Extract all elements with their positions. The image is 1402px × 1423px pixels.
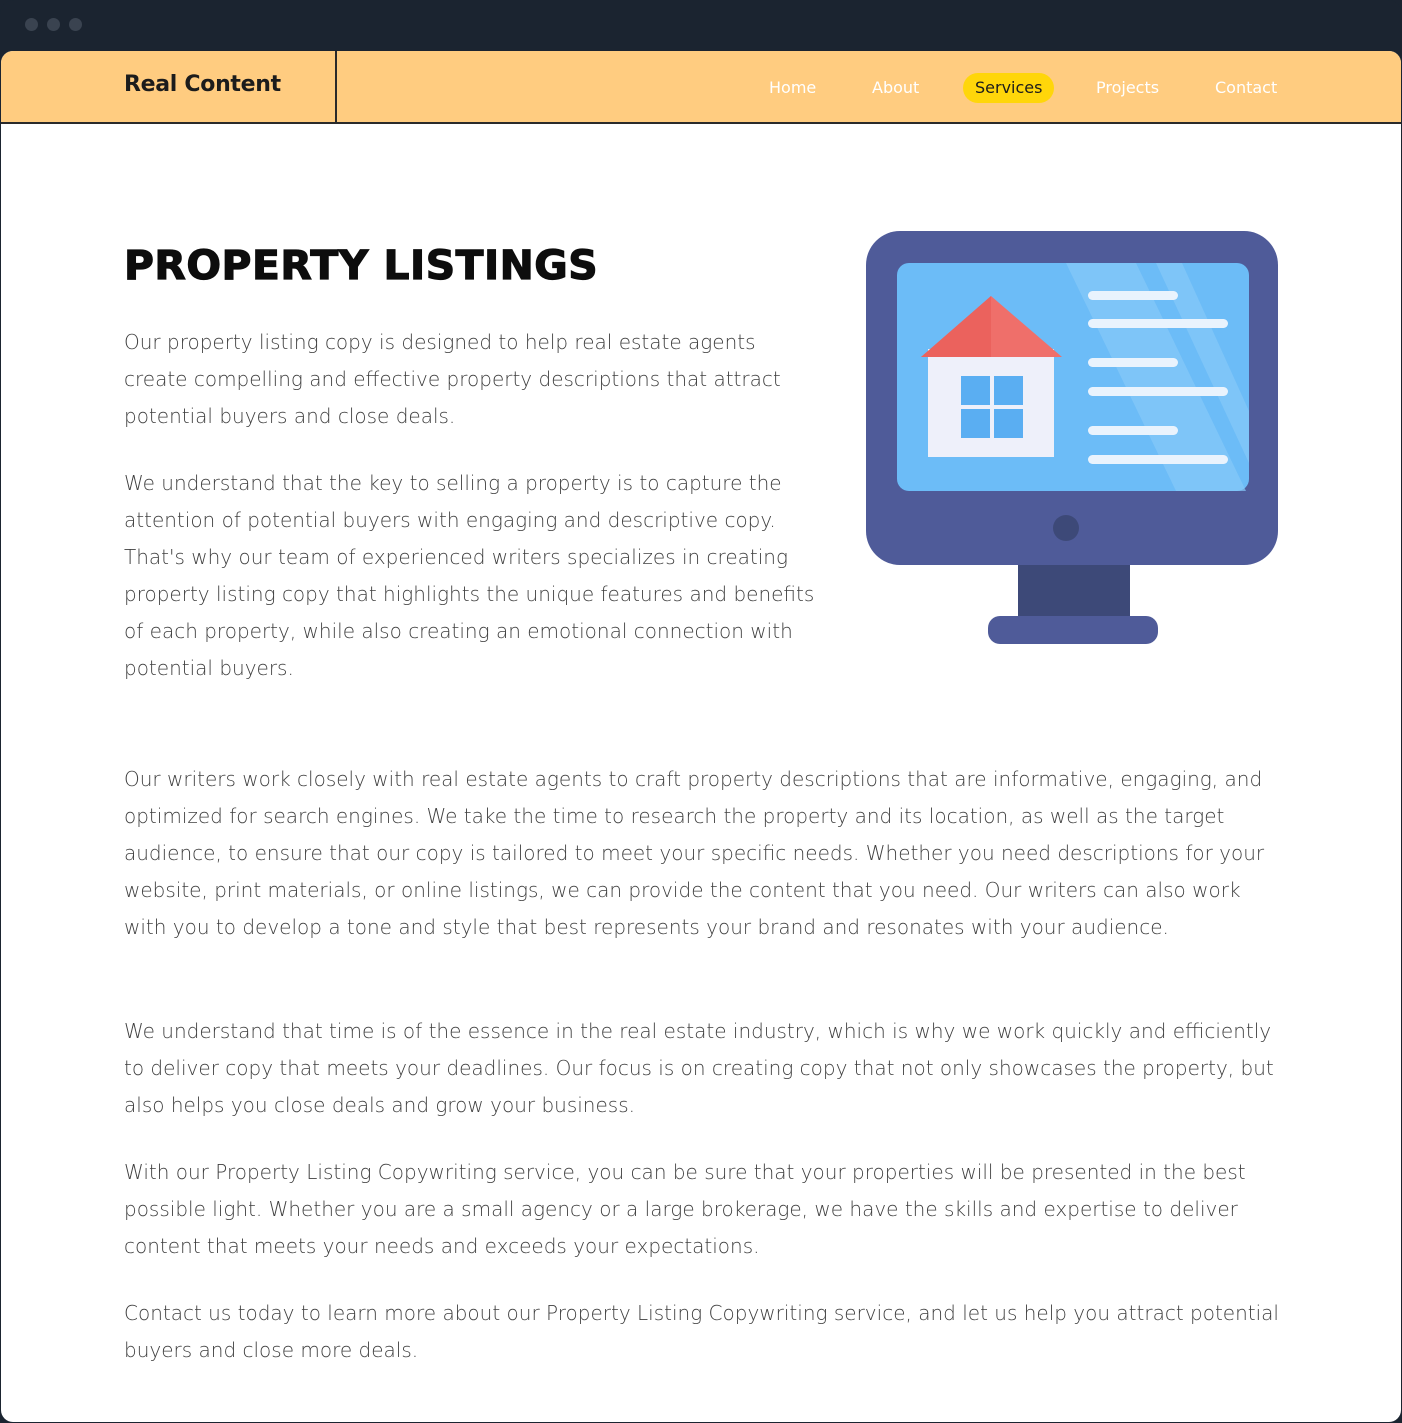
window-dot-1[interactable] [25,18,38,31]
nav-link-projects[interactable]: Projects [1096,78,1160,97]
nav-link-services[interactable]: Services [963,73,1054,103]
body-paragraph-4: We understand that time is of the essence in the real estate industry, which is why we work quickly and efficiently to deliver copy that meets your deadlines. Our focus is on creating copy that not only showcases the property, but also helps you close deals and grow your business. [124,1019,1274,1117]
navbar [1,51,1401,124]
nav-link-contact[interactable]: Contact [1215,78,1278,97]
intro-paragraph: Our property listing copy is designed to help real estate agents create compelling and effective property descriptions that attract potential buyers and close deals. [124,330,781,428]
brand-logo-text[interactable]: Real Content [124,72,281,97]
page [1,51,1401,1422]
body-paragraph-5: With our Property Listing Copywriting service, you can be sure that your properties will be presented in the best possible light. Whether you are a small agency or a large brokerage, we have the skills and expertise to deliver content that meets your needs and exceeds your expectations. [124,1160,1246,1258]
body-paragraph-3: Our writers work closely with real estate agents to craft property descriptions that are informative, engaging, and optimized for search engines. We take the time to research the property and its location, as well as the target audience, to ensure that our copy is tailored to meet your specific needs. Whether you need descriptions for your website, print materials, or online listings, we can provide the content that you need. Our writers can also work with you to develop a tone and style that best represents your brand and resonates with your audience. [124,767,1265,939]
nav-link-about[interactable]: About [872,78,920,97]
window-dot-3[interactable] [69,18,82,31]
window-titlebar [0,0,1402,51]
window-dot-2[interactable] [47,18,60,31]
monitor-house-listing-icon [866,231,1280,646]
main-nav [1,73,1401,103]
nav-link-home[interactable]: Home [769,78,817,97]
closing-paragraph: Contact us today to learn more about our Property Listing Copywriting service, and let us help you attract potential buyers and close more deals. [124,1301,1279,1362]
body-paragraph-2: We understand that the key to selling a property is to capture the attention of potential buyers with engaging and descriptive copy. That's why our team of experienced writers specializes in creating property listing copy that highlights the unique features and benefits of each property, while also creating an emotional connection with potential buyers. [124,471,815,680]
page-title: PROPERTY LISTINGS [124,243,599,289]
